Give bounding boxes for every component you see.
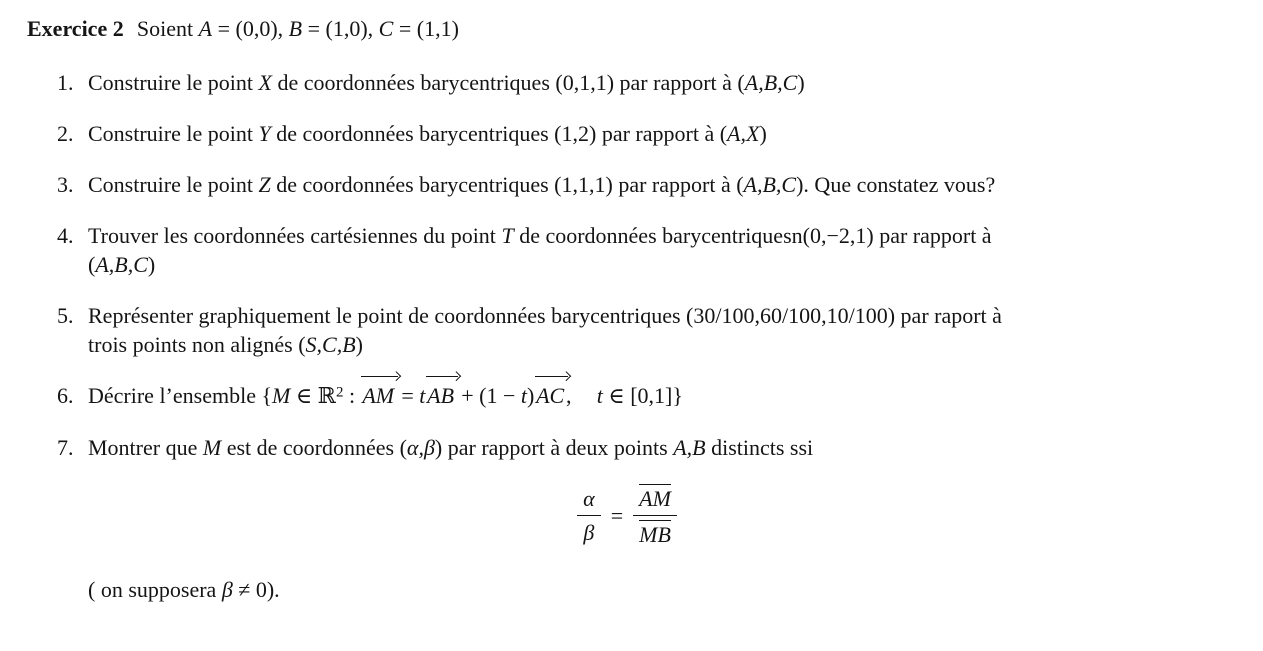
item-text: (: [88, 252, 96, 277]
math-var-A: A: [198, 16, 213, 41]
item-text: Construire le point: [88, 172, 259, 197]
item-text: ): [797, 70, 805, 95]
item-text: Décrire l’ensemble {: [88, 383, 273, 408]
item-body: [88, 301, 1263, 359]
item-text: ): [355, 332, 363, 357]
item-line: [88, 301, 1263, 330]
displayed-equation: [27, 484, 1227, 548]
exercise-item-3: [27, 170, 1263, 199]
item-line: [88, 330, 1263, 359]
item-text: est de coordonnées (: [221, 435, 407, 460]
math-var-M: M: [202, 435, 222, 460]
element-of-symbol: ∈: [290, 383, 318, 408]
item-line: [88, 170, 1263, 199]
item-line: [88, 221, 1263, 250]
overline-MB: MB: [639, 522, 671, 548]
exercise-header: [27, 14, 1263, 44]
item-text: de coordonnées barycentriques (1,1,1) par rapport à (: [270, 172, 744, 197]
item-text: Construire le point: [88, 121, 259, 146]
math-var-Y: Y: [258, 121, 271, 146]
item-number: 5.: [57, 303, 74, 328]
item-text: ). Que constatez vous?: [796, 172, 996, 197]
math-var-t: t: [596, 383, 603, 408]
math-var-t: t: [520, 383, 528, 408]
item-number: 6.: [57, 383, 74, 408]
math-var-M: M: [272, 383, 291, 408]
item-line: [88, 381, 1263, 411]
math-var-C: C: [378, 16, 394, 41]
item-text: Montrer que: [88, 435, 203, 460]
item-text: + (1 −: [455, 383, 521, 408]
fraction-numerator-alpha: α: [577, 486, 601, 516]
item-text: de coordonnées barycentriques (0,1,1) par rapport à (: [271, 70, 745, 95]
item-text: distincts ssi: [705, 435, 814, 460]
assumption-note: [88, 575, 1263, 604]
item-text: de coordonnées barycentriques (1,2) par rapport à (: [270, 121, 728, 146]
item-number: 1.: [57, 70, 74, 95]
item-text: ): [759, 121, 767, 146]
math-beta: β: [221, 576, 233, 602]
vector-AB: AB: [427, 383, 455, 408]
exercise-item-4: [27, 221, 1263, 279]
item-line: [88, 119, 1263, 148]
item-body: [88, 68, 1263, 97]
vector-AC: AC: [536, 383, 565, 408]
math-var-Z: Z: [258, 172, 271, 197]
equals-sign: =: [610, 502, 624, 528]
exercise-item-6: [27, 381, 1263, 411]
equals-sign: =: [395, 383, 420, 408]
item-text: ): [527, 383, 535, 408]
item-text: Construire le point: [88, 70, 259, 95]
math-var-B: B: [288, 16, 303, 41]
blackboard-R: ℝ: [317, 384, 336, 409]
item-body: [88, 381, 1263, 411]
item-line: [88, 250, 1263, 279]
fraction-denominator-MB: [633, 516, 677, 547]
exercise-item-1: [27, 68, 1263, 97]
exercise-item-list: [27, 68, 1263, 462]
overline-AM: AM: [639, 486, 671, 511]
header-text: = (1,1): [393, 16, 459, 41]
item-text: ) par rapport à deux points: [434, 435, 674, 460]
item-text: de coordonnées barycentriquesn(0,−2,1) par rapport à: [513, 223, 992, 248]
math-tuple: A,B: [673, 435, 706, 460]
math-tuple: A,X: [727, 121, 760, 146]
header-text: = (0,0),: [212, 16, 289, 41]
exponent-2: 2: [335, 384, 344, 401]
item-line: [88, 68, 1263, 97]
header-text: = (1,0),: [302, 16, 379, 41]
math-var-T: T: [501, 223, 514, 248]
item-text: trois points non alignés (: [88, 332, 306, 357]
item-body: [88, 119, 1263, 148]
math-tuple: S,C,B: [305, 332, 356, 357]
item-text: ∈ [0,1]}: [602, 383, 683, 408]
exercise-item-7: [27, 433, 1263, 462]
item-number: 2.: [57, 121, 74, 146]
item-number: 3.: [57, 172, 74, 197]
math-var-X: X: [258, 70, 272, 95]
vector-AM: AM: [362, 383, 395, 408]
item-text: ,: [565, 383, 572, 408]
math-var-t: t: [419, 383, 426, 408]
fraction-AM-MB: [633, 484, 677, 548]
item-body: [88, 433, 1263, 462]
exercise-label: Exercice 2: [27, 16, 124, 41]
fraction-numerator-AM: [633, 484, 677, 516]
fraction-denominator-beta: β: [583, 520, 595, 546]
math-tuple: A,B,C: [743, 172, 797, 197]
item-line: [88, 433, 1263, 462]
note-text: ≠ 0).: [232, 576, 280, 602]
math-tuple: A,B,C: [744, 70, 798, 95]
exercise-item-2: [27, 119, 1263, 148]
item-text: Représenter graphiquement le point de coordonnées barycentriques (30/100,60/100,10/100) par raport à: [88, 303, 1002, 328]
math-tuple: A,B,C: [95, 252, 148, 277]
item-text: ): [147, 252, 156, 277]
header-text: Soient: [136, 16, 199, 41]
fraction-alpha-beta: [577, 486, 601, 546]
item-text: :: [343, 383, 361, 408]
math-alpha-beta: α,β: [406, 435, 435, 460]
item-body: [88, 221, 1263, 279]
item-text: Trouver les coordonnées cartésiennes du point: [88, 223, 502, 248]
exercise-item-5: [27, 301, 1263, 359]
note-text: ( on supposera: [88, 576, 222, 602]
item-number: 7.: [57, 435, 74, 460]
item-number: 4.: [57, 223, 74, 248]
item-body: [88, 170, 1263, 199]
